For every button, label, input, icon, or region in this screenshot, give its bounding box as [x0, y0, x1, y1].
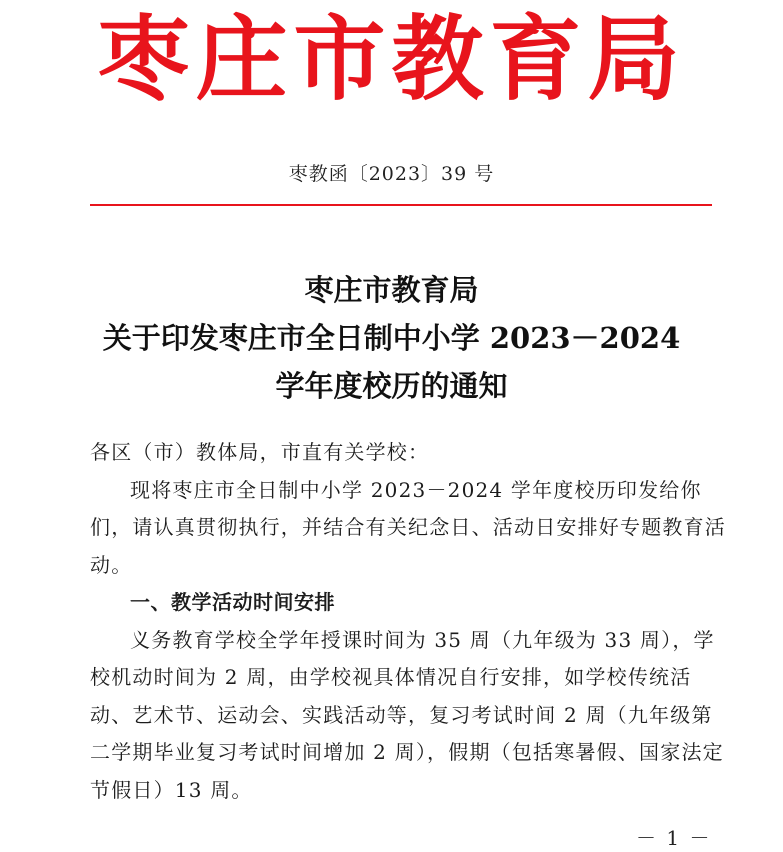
section-heading-1: 一、教学活动时间安排: [130, 590, 335, 614]
salutation: 各区（市）教体局，市直有关学校：: [90, 440, 430, 464]
page-number: － 1 －: [636, 826, 712, 850]
body-paragraph-2: 义务教育学校全学年授课时间为 35 周（九年级为 33 周），学校机动时间为 2 周，由学校视具体情况自行安排，如学校传统活动、艺术节、运动会、实践活动等，复习考试时间 2 周（九年级第二学期毕业复习考试时间增加 2 周），假期（包括寒暑假、国家法定节假日）13 周。: [90, 627, 724, 802]
red-divider-line: [90, 204, 712, 206]
title-line-3: 学年度校历的通知: [275, 369, 508, 403]
title-line-1: 枣庄市教育局: [304, 273, 479, 307]
title-line-2: 关于印发枣庄市全日制中小学 2023－2024: [102, 321, 681, 355]
body-paragraph-1: 现将枣庄市全日制中小学 2023－2024 学年度校历印发给你们，请认真贯彻执行，并结合有关纪念日、活动日安排好专题教育活动。: [90, 477, 726, 577]
document-title: [40, 266, 743, 410]
document-body: [90, 434, 730, 809]
document-number: 枣教函〔2023〕39 号: [288, 163, 495, 185]
issuer-masthead: 枣庄市教育局: [97, 5, 686, 113]
